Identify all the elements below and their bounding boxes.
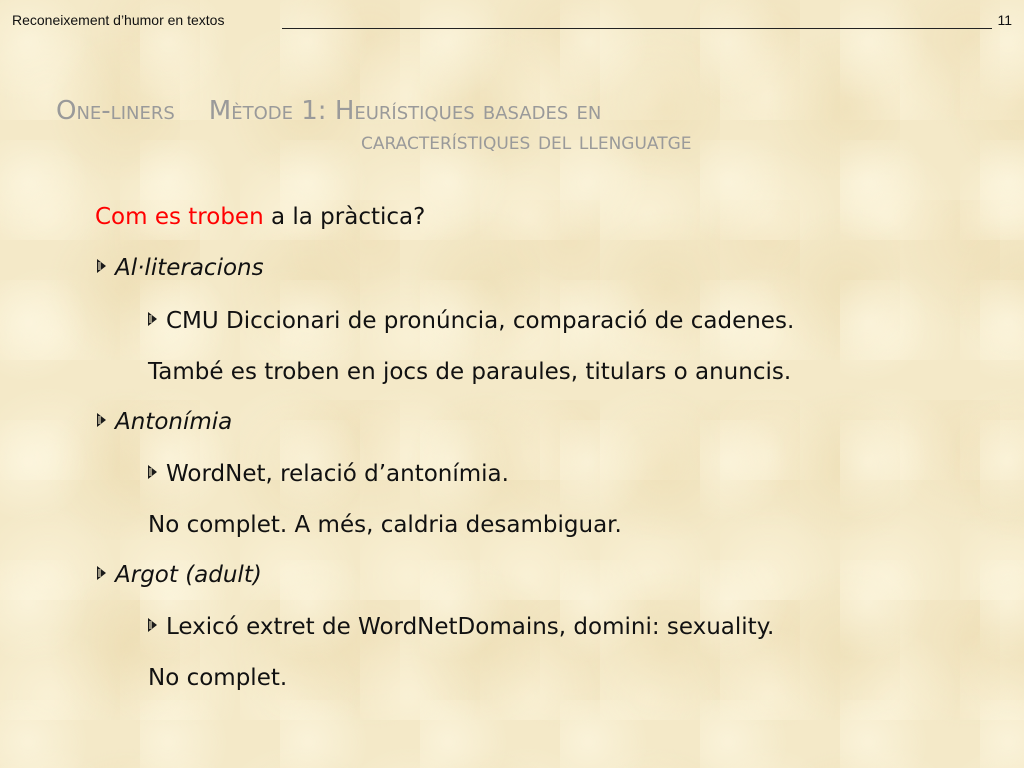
question-highlight: Com es troben <box>95 204 264 230</box>
bullet-item <box>97 409 232 435</box>
note-line: No complet. A més, caldria desambiguar. <box>148 512 622 538</box>
note-line: També es troben en jocs de paraules, titulars o anuncis. <box>148 359 792 385</box>
question-rest: a la pràctica? <box>263 204 426 230</box>
bullet-arrow-icon <box>97 259 107 273</box>
bullet-label: Al·literacions <box>115 255 264 281</box>
sub-bullet-label: CMU Diccionari de pronúncia, comparació de cadenes. <box>166 308 795 334</box>
page-number: 11 <box>997 12 1012 28</box>
header-underline <box>282 28 992 29</box>
bullet-arrow-icon <box>97 413 107 427</box>
title-method: Mètode 1: Heurístiques basades en <box>208 96 602 126</box>
bullet-label: Antonímia <box>115 409 233 435</box>
bullet-item <box>97 562 262 588</box>
question-line <box>95 204 425 230</box>
bullet-item <box>97 255 264 281</box>
bullet-label: Argot (adult) <box>115 562 262 588</box>
bullet-arrow-icon <box>148 465 158 479</box>
sub-bullet-item <box>148 461 509 487</box>
slide-title-line-1 <box>56 96 956 126</box>
title-topic: One-liners <box>56 96 175 126</box>
sub-bullet-item <box>148 614 774 640</box>
note-line: No complet. <box>148 665 288 691</box>
document-title: Reconeixement d’humor en textos <box>12 12 225 28</box>
slide-header <box>12 12 1012 34</box>
sub-bullet-label: Lexicó extret de WordNetDomains, domini: sexuality. <box>166 614 775 640</box>
bullet-arrow-icon <box>97 566 107 580</box>
slide-title-line-2: característiques del llenguatge <box>361 127 692 155</box>
bullet-arrow-icon <box>148 618 158 632</box>
slide-title <box>56 96 956 156</box>
sub-bullet-label: WordNet, relació d’antonímia. <box>166 461 509 487</box>
sub-bullet-item <box>148 308 794 334</box>
bullet-arrow-icon <box>148 312 158 326</box>
